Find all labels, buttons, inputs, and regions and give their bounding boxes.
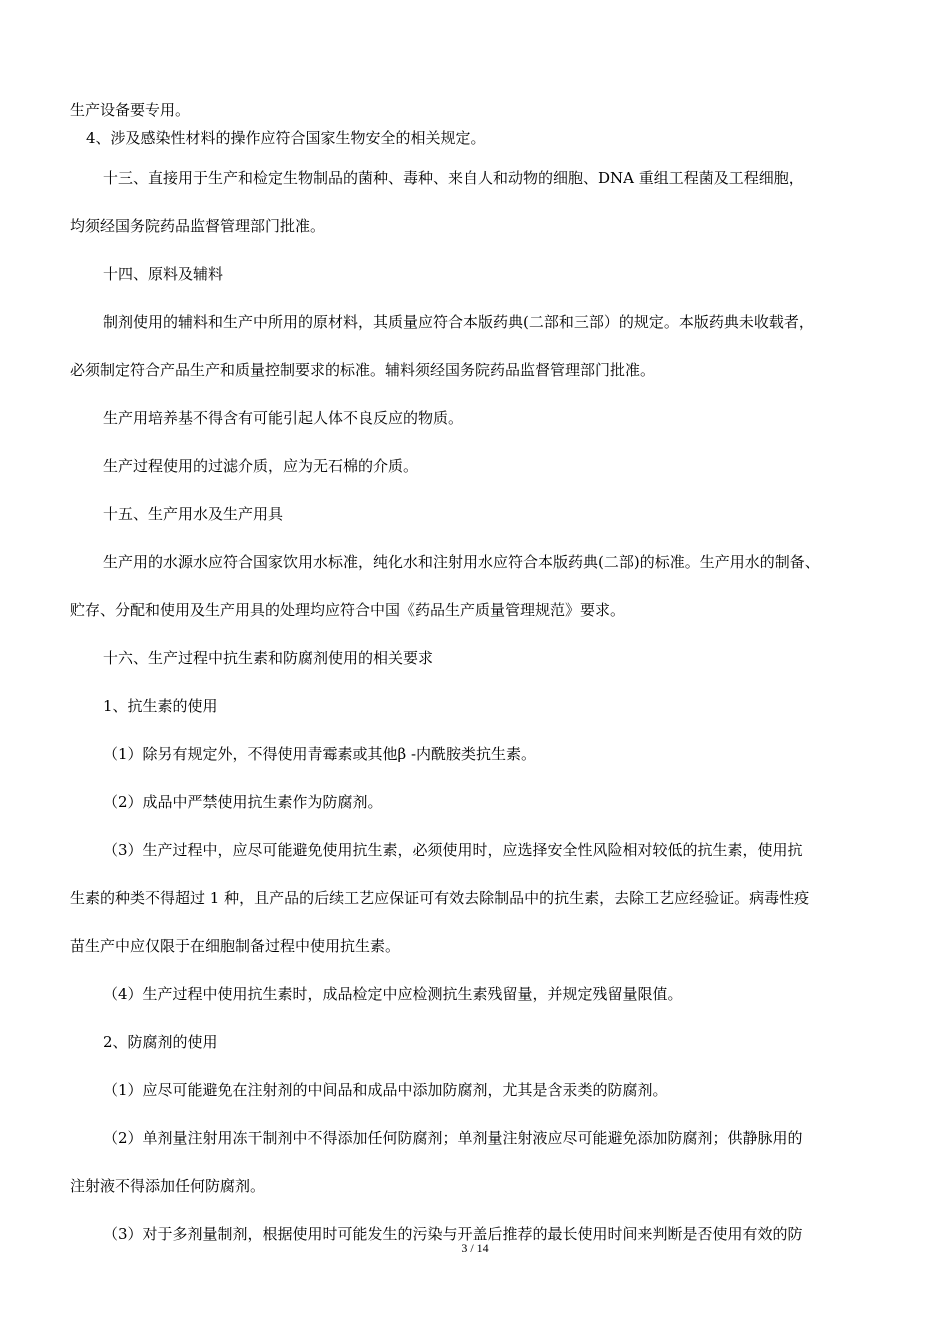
text-line: 生素的种类不得超过 1 种，且产品的后续工艺应保证可有效去除制品中的抗生素，去除工艺应经验证。病毒性疫 <box>70 889 810 907</box>
text-line: 苗生产中应仅限于在细胞制备过程中使用抗生素。 <box>70 937 401 955</box>
text-line: （1）应尽可能避免在注射剂的中间品和成品中添加防腐剂，尤其是含汞类的防腐剂。 <box>103 1081 668 1099</box>
text-line: （2）成品中严禁使用抗生素作为防腐剂。 <box>103 793 383 811</box>
text-line: （3）生产过程中，应尽可能避免使用抗生素，必须使用时，应选择安全性风险相对较低的抗生素，使用抗 <box>103 841 803 859</box>
page-number: 3 / 14 <box>461 1241 489 1255</box>
subsection-heading: 1、抗生素的使用 <box>103 697 218 715</box>
text-line: 生产用培养基不得含有可能引起人体不良反应的物质。 <box>103 409 464 427</box>
section-heading: 十五、生产用水及生产用具 <box>103 505 284 523</box>
text-line: 生产过程使用的过滤介质，应为无石棉的介质。 <box>103 457 419 475</box>
section-heading: 十六、生产过程中抗生素和防腐剂使用的相关要求 <box>103 649 434 667</box>
text-line: 贮存、分配和使用及生产用具的处理均应符合中国《药品生产质量管理规范》要求。 <box>70 601 626 619</box>
text-line: 十三、直接用于生产和检定生物制品的菌种、毒种、来自人和动物的细胞、DNA 重组工程菌及工程细胞， <box>103 169 804 187</box>
text-line: （1）除另有规定外，不得使用青霉素或其他β -内酰胺类抗生素。 <box>103 745 537 763</box>
text-line: 制剂使用的辅料和生产中所用的原材料，其质量应符合本版药典(二部和三部）的规定。本版药典未收载者， <box>103 313 814 331</box>
subsection-heading: 2、防腐剂的使用 <box>103 1033 218 1051</box>
text-line: （4）生产过程中使用抗生素时，成品检定中应检测抗生素残留量，并规定残留量限值。 <box>103 985 683 1003</box>
text-line: 生产设备要专用。 <box>70 101 191 119</box>
text-line: 4、涉及感染性材料的操作应符合国家生物安全的相关规定。 <box>86 129 486 147</box>
text-line: （3）对于多剂量制剂，根据使用时可能发生的污染与开盖后推荐的最长使用时间来判断是否使用有效的防 <box>103 1225 803 1243</box>
section-heading: 十四、原料及辅料 <box>103 265 224 283</box>
text-line: 注射液不得添加任何防腐剂。 <box>70 1177 266 1195</box>
text-line: （2）单剂量注射用冻干制剂中不得添加任何防腐剂；单剂量注射液应尽可能避免添加防腐剂；供静脉用的 <box>103 1129 803 1147</box>
text-line: 生产用的水源水应符合国家饮用水标准，纯化水和注射用水应符合本版药典(二部)的标准。生产用水的制备、 <box>103 553 820 571</box>
text-line: 均须经国务院药品监督管理部门批准。 <box>70 217 326 235</box>
text-line: 必须制定符合产品生产和质量控制要求的标准。辅料须经国务院药品监督管理部门批准。 <box>70 361 656 379</box>
